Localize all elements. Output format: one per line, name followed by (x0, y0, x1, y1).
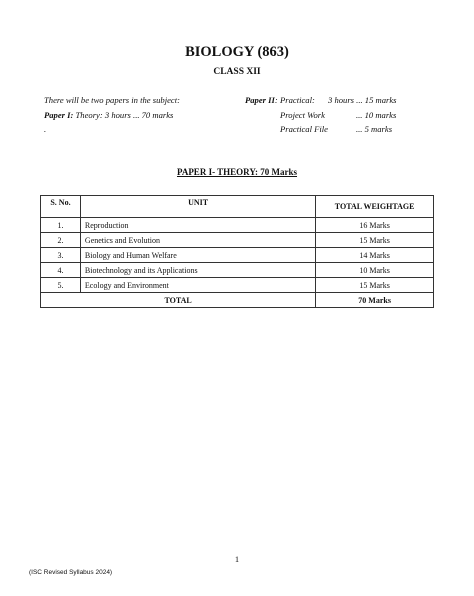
paper2-file-value: ... 5 marks (356, 124, 393, 134)
row-unit: Biology and Human Welfare (80, 248, 315, 263)
paper2-label-line: Paper II: (245, 95, 278, 105)
table-row (41, 263, 434, 278)
header-unit: UNIT (80, 196, 315, 218)
row-sno: 1. (41, 218, 81, 233)
row-sno: 2. (41, 233, 81, 248)
paper2-label: Paper II (245, 95, 275, 105)
paper1-label: Paper I: (44, 110, 74, 120)
table-row (41, 218, 434, 233)
row-sno: 5. (41, 278, 81, 293)
total-value: 70 Marks (316, 293, 434, 308)
row-weight: 15 Marks (316, 278, 434, 293)
row-sno: 4. (41, 263, 81, 278)
theory-heading-text: PAPER I- THEORY: 70 Marks (176, 167, 298, 177)
table-header-row (41, 196, 434, 218)
row-unit: Reproduction (80, 218, 315, 233)
row-weight: 10 Marks (316, 263, 434, 278)
paper2-practical-value: 3 hours ... 15 marks (328, 95, 397, 105)
footer-note: (ISC Revised Syllabus 2024) (29, 569, 113, 576)
table-row (41, 233, 434, 248)
stray-mark: . (44, 124, 47, 134)
row-unit: Biotechnology and its Applications (80, 263, 315, 278)
paper1-text: Theory: 3 hours ... 70 marks (75, 110, 174, 120)
paper2-file-label: Practical File (280, 124, 328, 134)
total-label: TOTAL (41, 293, 316, 308)
row-weight: 14 Marks (316, 248, 434, 263)
table-row (41, 248, 434, 263)
header-weightage: TOTAL WEIGHTAGE (316, 196, 434, 218)
table-row (41, 278, 434, 293)
paper2-practical-label: Practical: (280, 95, 315, 105)
row-unit: Genetics and Evolution (80, 233, 315, 248)
row-weight: 16 Marks (316, 218, 434, 233)
row-sno: 3. (41, 248, 81, 263)
class-subtitle: CLASS XII (213, 67, 261, 77)
page-title: BIOLOGY (863) (185, 44, 289, 60)
total-row (41, 293, 434, 308)
papers-intro: There will be two papers in the subject: (44, 95, 180, 105)
paper2-project-label: Project Work (280, 110, 325, 120)
header-sno: S. No. (41, 196, 81, 218)
paper1-line (44, 110, 173, 120)
theory-heading (0, 167, 474, 177)
row-unit: Ecology and Environment (80, 278, 315, 293)
paper2-project-value: ... 10 marks (356, 110, 397, 120)
page-number: 1 (234, 554, 240, 564)
row-weight: 15 Marks (316, 233, 434, 248)
weightage-table (40, 195, 434, 308)
